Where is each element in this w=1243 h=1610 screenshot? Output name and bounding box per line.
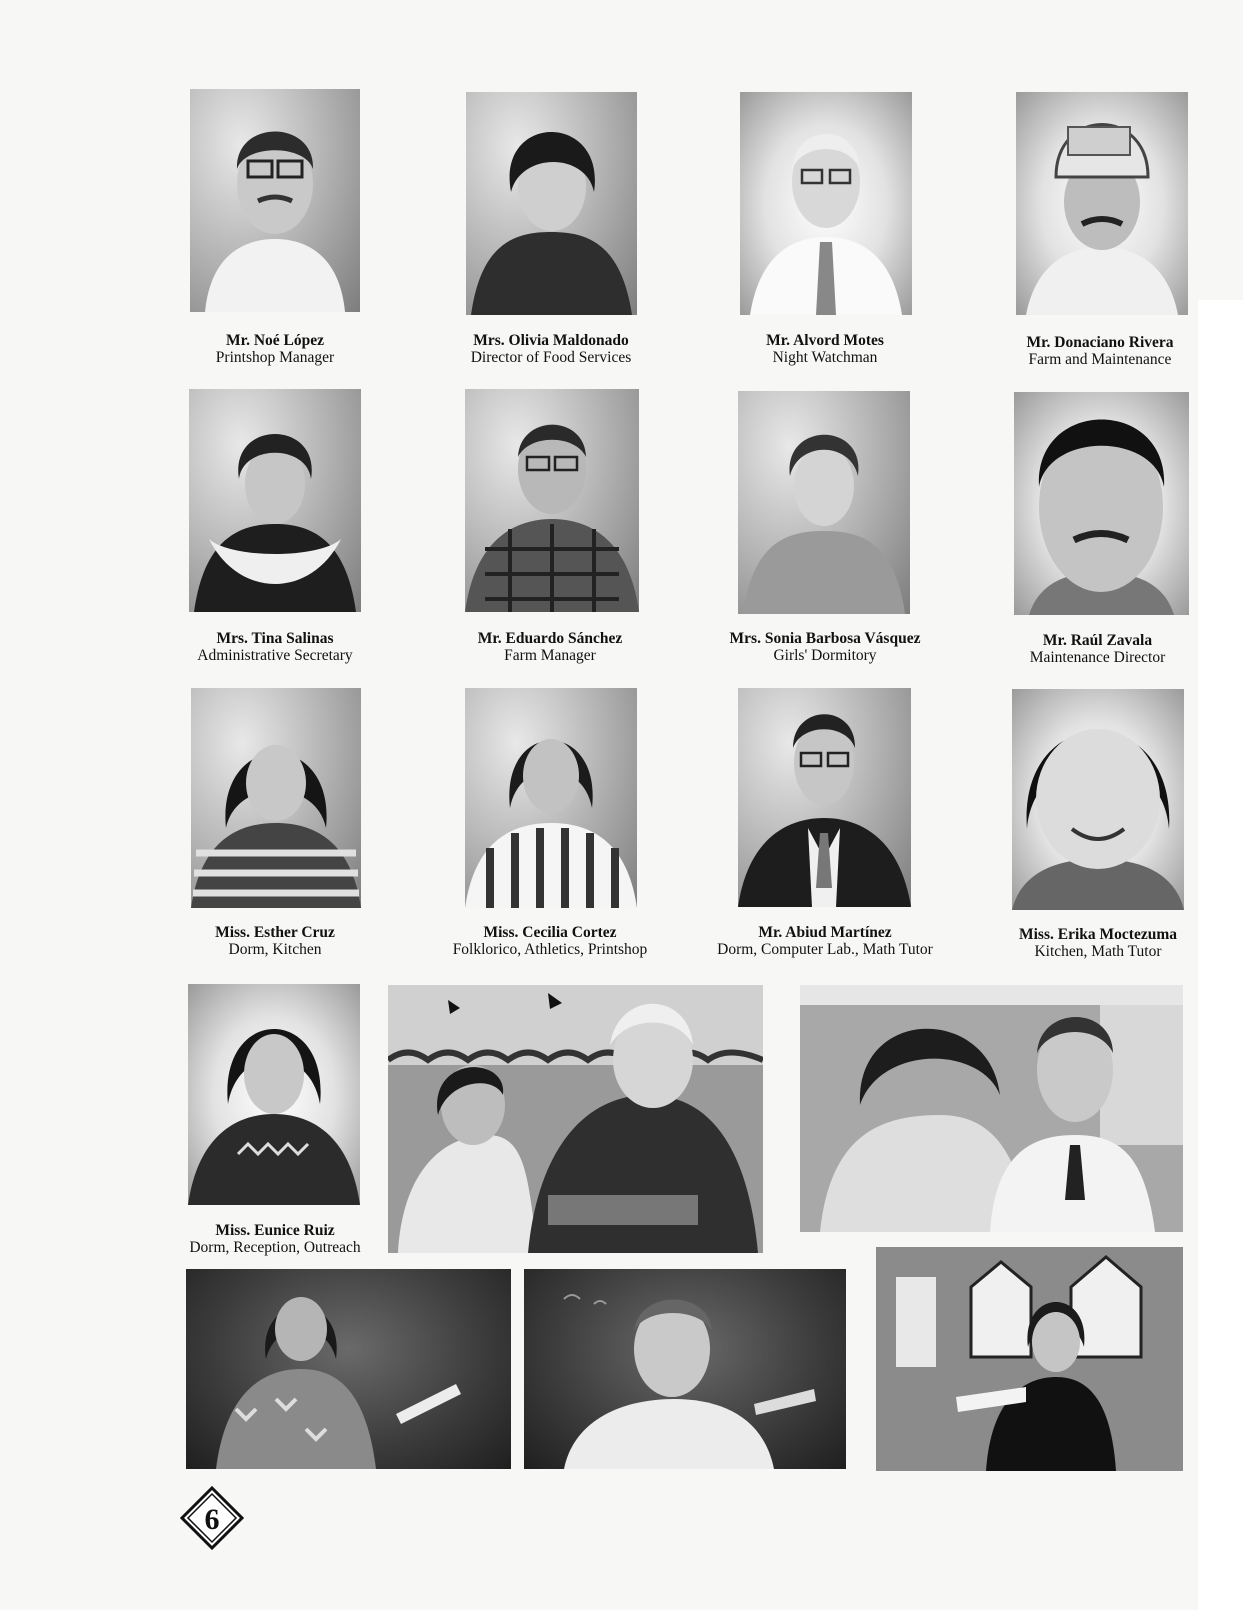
candid-photo-woman-reading-paper [186,1269,511,1469]
staff-name: Miss. Esther Cruz [215,924,335,941]
staff-role: Night Watchman [772,349,878,366]
caption-donaciano-rivera [1000,334,1200,368]
candid-photo-woman-presenting [876,1247,1183,1471]
portrait-tina-salinas [189,389,361,612]
staff-name: Mr. Abiud Martínez [758,924,892,941]
staff-role: Dorm, Kitchen [228,941,322,958]
page-number: 6 [204,1503,220,1536]
caption-alvord-motes [725,332,925,366]
caption-eunice-ruiz [175,1222,375,1256]
staff-name: Mrs. Tina Salinas [216,630,334,647]
caption-sonia-barbosa-vasquez [715,630,935,664]
caption-erika-moctezuma [1000,926,1196,960]
staff-name: Miss. Erika Moctezuma [1019,926,1177,943]
portrait-olivia-maldonado [466,92,637,315]
caption-noe-lopez [175,332,375,366]
staff-name: Mrs. Sonia Barbosa Vásquez [729,630,921,647]
staff-role: Kitchen, Math Tutor [1034,943,1162,960]
staff-name: Mr. Donaciano Rivera [1026,334,1174,351]
staff-role: Farm and Maintenance [1028,351,1172,368]
portrait-noe-lopez [190,89,360,312]
portrait-eunice-ruiz [188,984,360,1205]
staff-name: Mrs. Olivia Maldonado [473,332,629,349]
caption-raul-zavala [1000,632,1195,666]
portrait-cecilia-cortez [465,688,637,908]
portrait-eduardo-sanchez [465,389,639,612]
portrait-erika-moctezuma [1012,689,1184,910]
staff-role: Administrative Secretary [197,647,353,664]
caption-cecilia-cortez [430,924,670,958]
staff-name: Mr. Raúl Zavala [1042,632,1153,649]
staff-role: Printshop Manager [215,349,335,366]
staff-role: Maintenance Director [1029,649,1166,666]
caption-esther-cruz [175,924,375,958]
portrait-esther-cruz [191,688,361,908]
staff-role: Dorm, Computer Lab., Math Tutor [717,941,933,958]
staff-role: Dorm, Reception, Outreach [189,1239,361,1256]
staff-name: Mr. Alvord Motes [766,332,884,349]
staff-role: Folklorico, Athletics, Printshop [452,941,648,958]
staff-role: Girls' Dormitory [773,647,877,664]
portrait-sonia-barbosa-vasquez [738,391,910,614]
staff-name: Mr. Eduardo Sánchez [477,630,623,647]
staff-name: Mr. Noé López [225,332,324,349]
portrait-abiud-martinez [738,688,911,907]
caption-eduardo-sanchez [450,630,650,664]
staff-name: Miss. Cecilia Cortez [483,924,617,941]
candid-photo-two-men-talking [800,985,1183,1232]
portrait-donaciano-rivera [1016,92,1188,315]
portrait-raul-zavala [1014,392,1189,615]
candid-photo-classroom-teacher-student [388,985,763,1253]
caption-abiud-martinez [700,924,950,958]
caption-tina-salinas [175,630,375,664]
caption-olivia-maldonado [446,332,656,366]
candid-photo-man-at-chalkboard [524,1269,846,1469]
staff-name: Miss. Eunice Ruiz [215,1222,335,1239]
torn-page-edge [1198,300,1243,1610]
staff-role: Director of Food Services [470,349,632,366]
portrait-alvord-motes [740,92,912,315]
page-number-emblem [180,1486,244,1550]
staff-role: Farm Manager [504,647,596,664]
